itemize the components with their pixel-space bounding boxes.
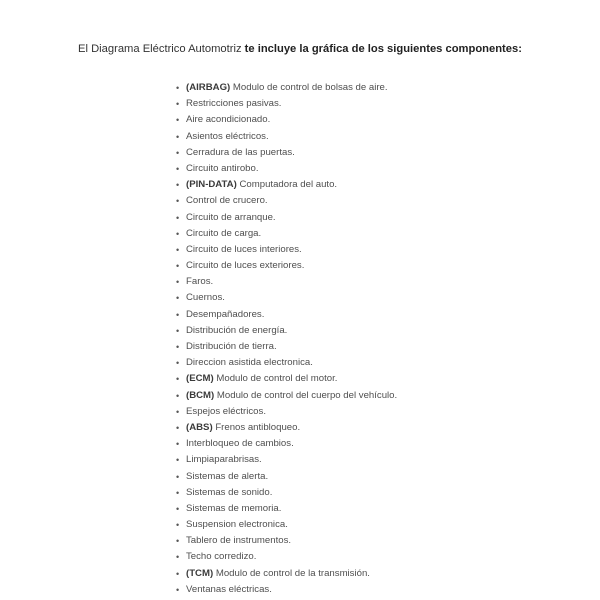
list-item	[176, 501, 397, 517]
bullet-icon: •	[176, 196, 180, 207]
list-item	[176, 210, 397, 226]
bullet-icon: •	[176, 309, 180, 320]
list-item	[176, 420, 397, 436]
bullet-icon: •	[176, 228, 180, 239]
bullet-icon: •	[176, 439, 180, 450]
bullet-icon: •	[176, 83, 180, 93]
intro-paragraph	[0, 42, 600, 57]
list-item	[176, 242, 397, 258]
component-text: Asientos eléctricos.	[186, 130, 269, 142]
bullet-icon: •	[176, 147, 180, 158]
component-text: Distribución de tierra.	[186, 341, 277, 352]
list-item	[176, 533, 397, 549]
component-text: Suspension electronica.	[186, 519, 288, 531]
component-text: Frenos antibloqueo.	[212, 421, 301, 433]
component-text: Ventanas eléctricas.	[186, 583, 272, 595]
bullet-icon: •	[176, 374, 180, 385]
list-item	[176, 371, 397, 387]
component-text: Circuito de luces exteriores.	[186, 260, 305, 272]
component-text: Modulo de control de bolsas de aire.	[230, 82, 388, 93]
component-text: Computadora del auto.	[236, 179, 338, 191]
list-item	[176, 80, 397, 96]
list-item	[176, 177, 397, 193]
component-text: Tablero de instrumentos.	[186, 535, 292, 547]
list-item	[176, 96, 397, 112]
list-item	[176, 193, 397, 209]
component-code: (AIRBAG)	[186, 82, 231, 93]
bullet-icon: •	[176, 503, 180, 514]
component-text: Circuito de arranque.	[186, 211, 276, 223]
list-item	[176, 485, 397, 501]
list-item	[176, 566, 397, 582]
list-item	[176, 469, 397, 485]
component-text: Desempañadores.	[186, 308, 265, 320]
component-text: Limpiaparabrisas.	[186, 454, 262, 466]
bullet-icon: •	[176, 180, 180, 191]
list-item	[176, 112, 397, 128]
component-text: Restricciones pasivas.	[186, 98, 282, 110]
component-text: Sistemas de sonido.	[186, 486, 273, 498]
list-item	[176, 226, 397, 242]
list-item	[176, 452, 397, 468]
bullet-icon: •	[176, 455, 180, 466]
bullet-icon: •	[176, 584, 180, 595]
list-item	[176, 307, 397, 323]
list-item	[176, 258, 397, 274]
bullet-icon: •	[176, 261, 180, 272]
list-item	[176, 549, 397, 565]
bullet-icon: •	[176, 342, 180, 352]
bullet-icon: •	[176, 163, 180, 174]
list-item	[176, 145, 397, 161]
bullet-icon: •	[176, 293, 180, 304]
bullet-icon: •	[176, 325, 180, 336]
component-text: Circuito de carga.	[186, 227, 262, 239]
component-text: Modulo de control de la transmisión.	[213, 567, 370, 579]
component-list	[176, 80, 397, 598]
component-text: Cuernos.	[186, 292, 225, 304]
bullet-icon: •	[176, 520, 180, 531]
component-code: (BCM)	[186, 389, 215, 401]
component-text: Circuito de luces interiores.	[186, 243, 302, 255]
bullet-icon: •	[176, 422, 180, 433]
bullet-icon: •	[176, 552, 180, 563]
component-text: Interbloqueo de cambios.	[186, 438, 294, 450]
component-text: Direccion asistida electronica.	[186, 357, 313, 369]
list-item	[176, 355, 397, 371]
bullet-icon: •	[176, 568, 180, 579]
bullet-icon: •	[176, 115, 180, 126]
bullet-icon: •	[176, 277, 180, 288]
list-item	[176, 517, 397, 533]
list-item	[176, 323, 397, 339]
component-text: Aire acondicionado.	[186, 114, 271, 126]
list-item	[176, 290, 397, 306]
list-item	[176, 161, 397, 177]
bullet-icon: •	[176, 406, 180, 417]
component-text: Modulo de control del cuerpo del vehículo.	[214, 389, 398, 401]
component-text: Espejos eléctricos.	[186, 405, 266, 417]
bullet-icon: •	[176, 536, 180, 547]
list-item	[176, 388, 397, 404]
component-text: Techo corredizo.	[186, 551, 257, 563]
bullet-icon: •	[176, 358, 180, 369]
bullet-icon: •	[176, 131, 180, 142]
component-code: (ABS)	[186, 421, 213, 433]
component-text: Distribución de energía.	[186, 324, 288, 336]
bullet-icon: •	[176, 487, 180, 498]
component-text: Circuito antirobo.	[186, 162, 259, 174]
bullet-icon: •	[176, 390, 180, 401]
list-item	[176, 436, 397, 452]
component-text: Faros.	[186, 276, 214, 288]
component-text: Cerradura de las puertas.	[186, 146, 295, 158]
component-text: Control de crucero.	[186, 195, 268, 207]
list-item	[176, 129, 397, 145]
component-text: Modulo de control del motor.	[213, 373, 338, 385]
bullet-icon: •	[176, 212, 180, 223]
component-code: (ECM)	[186, 373, 214, 385]
component-text: Sistemas de alerta.	[186, 470, 269, 482]
list-item	[176, 274, 397, 290]
intro-bold-text: te incluye la gráfica de los siguientes componentes:	[244, 43, 522, 55]
component-code: (PIN-DATA)	[186, 179, 237, 191]
list-item	[176, 404, 397, 420]
component-code: (TCM)	[186, 567, 214, 579]
intro-plain-text: El Diagrama Eléctrico Automotriz	[78, 43, 245, 55]
bullet-icon: •	[176, 471, 180, 482]
bullet-icon: •	[176, 99, 180, 110]
component-text: Sistemas de memoria.	[186, 502, 282, 514]
list-item	[176, 582, 397, 598]
list-item	[176, 339, 397, 355]
bullet-icon: •	[176, 244, 180, 255]
